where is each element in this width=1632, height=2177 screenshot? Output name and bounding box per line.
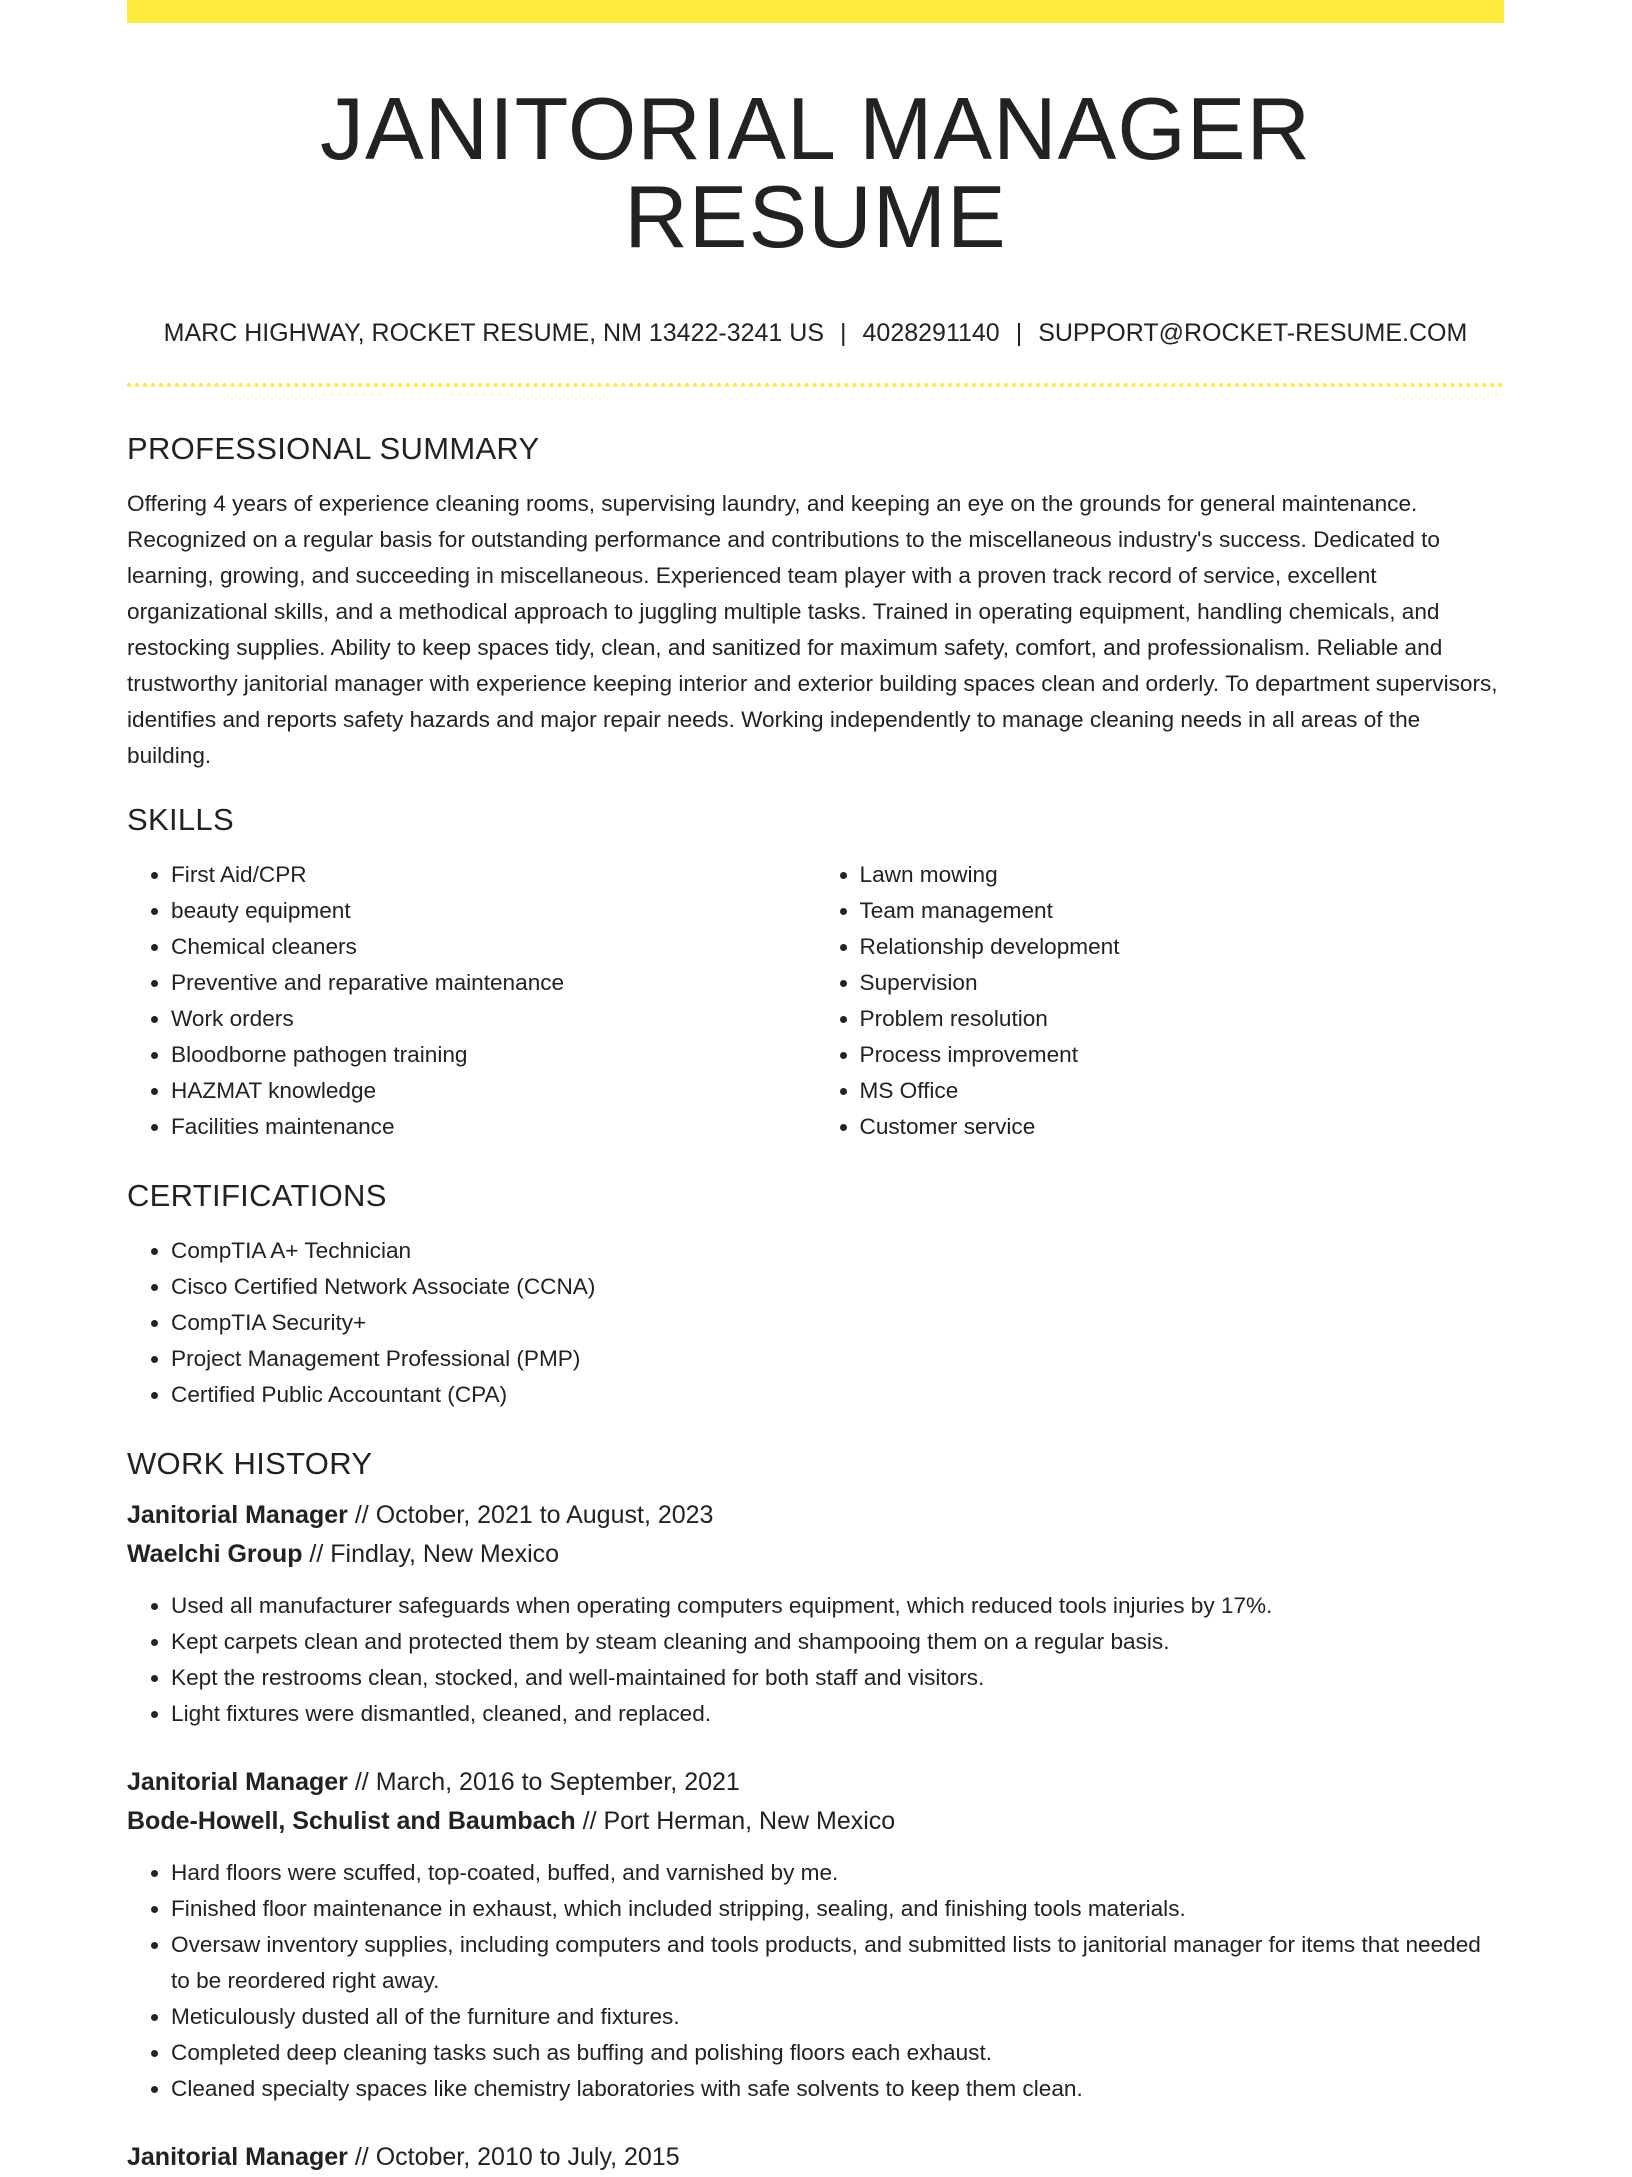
job-company: Bode-Howell, Schulist and Baumbach <box>127 1807 576 1835</box>
skill-item: • First Aid/CPR <box>171 857 816 893</box>
job-dates: // October, 2021 to August, 2023 <box>347 1501 714 1529</box>
skill-item: • MS Office <box>860 1073 1505 1109</box>
job-title-line <box>127 2138 1504 2177</box>
job-location: // Port Herman, New Mexico <box>575 1807 896 1835</box>
contact-address: MARC HIGHWAY, ROCKET RESUME, NM 13422-3241 US <box>163 319 825 347</box>
summary-text: Offering 4 years of experience cleaning rooms, supervising laundry, and keeping an eye on the grounds for general maintenance. Recognized on a regular basis for outstanding performance and contributions to the miscellaneous industry's success. Dedicated to learning, growing, and succeeding in miscellaneous. Experienced team player with a proven track record of service, excellent organizational skills, and a methodical approach to juggling multiple tasks. Trained in operating equipment, handling chemicals, and restocking supplies. Ability to keep spaces tidy, clean, and sanitized for maximum safety, comfort, and professionalism. Reliable and trustworthy janitorial manager with experience keeping interior and exterior building spaces clean and orderly. To department supervisors, identifies and reports safety hazards and major repair needs. Working independently to manage cleaning needs in all areas of the building. <box>127 491 1498 768</box>
job-entry <box>127 2138 1504 2177</box>
job-bullet: • Finished floor maintenance in exhaust, which included stripping, sealing, and finishing tools materials. <box>171 1891 1504 1927</box>
contact-separator: | <box>1015 319 1023 347</box>
skills-list-right <box>816 857 1505 1145</box>
certifications-list <box>127 1233 1504 1413</box>
certification-item: • CompTIA A+ Technician <box>171 1233 1504 1269</box>
resume-title: JANITORIAL MANAGER RESUME <box>319 79 1312 266</box>
skill-item: • HAZMAT knowledge <box>171 1073 816 1109</box>
skill-item: • Lawn mowing <box>860 857 1505 893</box>
contact-separator: | <box>840 319 847 347</box>
job-entry <box>127 1763 1504 2107</box>
skill-item: • Supervision <box>860 965 1505 1001</box>
job-title: Janitorial Manager <box>127 1768 348 1796</box>
skill-item: • Facilities maintenance <box>171 1109 816 1145</box>
summary-heading: PROFESSIONAL SUMMARY <box>127 431 540 466</box>
certification-item: • CompTIA Security+ <box>171 1305 1504 1341</box>
skill-item: • Problem resolution <box>860 1001 1505 1037</box>
job-bullets <box>127 1588 1504 1732</box>
skill-item: • Team management <box>860 893 1505 929</box>
job-title-line <box>127 1496 1504 1535</box>
job-company: Waelchi Group <box>127 1540 303 1568</box>
job-dates: // October, 2010 to July, 2015 <box>347 2143 680 2171</box>
certifications-heading: CERTIFICATIONS <box>127 1178 387 1213</box>
job-bullet: • Meticulously dusted all of the furniture and fixtures. <box>171 1999 1504 2035</box>
top-accent-bar <box>127 0 1504 23</box>
job-entry <box>127 1496 1504 1732</box>
contact-line <box>127 321 1504 346</box>
skill-item: • beauty equipment <box>171 893 816 929</box>
job-bullet: • Hard floors were scuffed, top-coated, buffed, and varnished by me. <box>171 1855 1504 1891</box>
job-company-line <box>127 1535 1504 1574</box>
certification-item: • Certified Public Accountant (CPA) <box>171 1377 1504 1413</box>
skill-item: • Bloodborne pathogen training <box>171 1037 816 1073</box>
dotted-divider <box>127 383 1504 387</box>
job-bullet: • Completed deep cleaning tasks such as buffing and polishing floors each exhaust. <box>171 2035 1504 2071</box>
skills-heading: SKILLS <box>127 802 234 837</box>
job-title-line <box>127 1763 1504 1802</box>
certification-item: • Cisco Certified Network Associate (CCNA) <box>171 1269 1504 1305</box>
job-title: Janitorial Manager <box>127 1501 348 1529</box>
skills-list-left <box>127 857 816 1145</box>
job-bullet: • Oversaw inventory supplies, including computers and tools products, and submitted lists to janitorial manager for items that needed to be reordered right away. <box>171 1927 1504 1999</box>
job-location: // Findlay, New Mexico <box>302 1540 560 1568</box>
certification-item: • Project Management Professional (PMP) <box>171 1341 1504 1377</box>
work-history-heading: WORK HISTORY <box>127 1446 373 1481</box>
job-title: Janitorial Manager <box>127 2143 348 2171</box>
contact-phone: 4028291140 <box>862 319 1000 347</box>
job-bullet: • Kept the restrooms clean, stocked, and well-maintained for both staff and visitors. <box>171 1660 1504 1696</box>
job-dates: // March, 2016 to September, 2021 <box>347 1768 740 1796</box>
skills-columns <box>127 857 1504 1145</box>
job-bullet: • Light fixtures were dismantled, cleaned, and replaced. <box>171 1696 1504 1732</box>
job-bullets <box>127 1855 1504 2107</box>
job-bullet: • Used all manufacturer safeguards when operating computers equipment, which reduced tools injuries by 17%. <box>171 1588 1504 1624</box>
skill-item: • Customer service <box>860 1109 1505 1145</box>
skill-item: • Relationship development <box>860 929 1505 965</box>
skill-item: • Chemical cleaners <box>171 929 816 965</box>
resume-page <box>127 0 1504 2177</box>
skill-item: • Preventive and reparative maintenance <box>171 965 816 1001</box>
job-company-line <box>127 1802 1504 1841</box>
skill-item: • Process improvement <box>860 1037 1505 1073</box>
job-bullet: • Cleaned specialty spaces like chemistry laboratories with safe solvents to keep them clean. <box>171 2071 1504 2107</box>
skill-item: • Work orders <box>171 1001 816 1037</box>
contact-email: SUPPORT@ROCKET-RESUME.COM <box>1038 319 1468 347</box>
job-bullet: • Kept carpets clean and protected them by steam cleaning and shampooing them on a regular basis. <box>171 1624 1504 1660</box>
